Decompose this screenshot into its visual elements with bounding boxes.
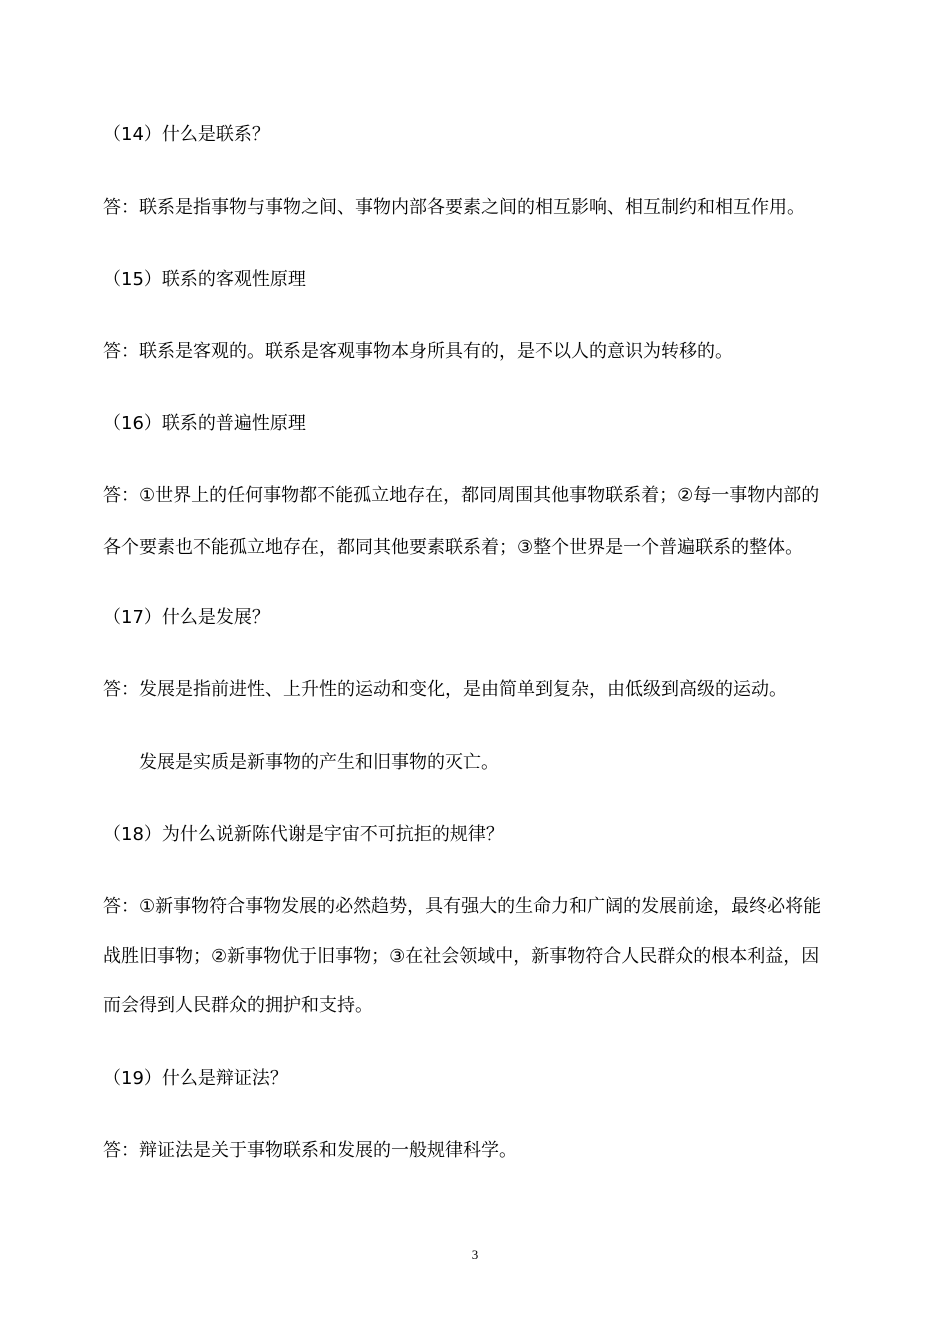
answer-19: 答：辩证法是关于事物联系和发展的一般规律科学。 [103, 1140, 517, 1161]
answer-15: 答：联系是客观的。联系是客观事物本身所具有的，是不以人的意识为转移的。 [103, 341, 733, 362]
answer-14: 答：联系是指事物与事物之间、事物内部各要素之间的相互影响、相互制约和相互作用。 [103, 197, 805, 218]
answer-18-line-3: 而会得到人民群众的拥护和支持。 [103, 995, 373, 1016]
question-19: （19）什么是辩证法？ [103, 1068, 288, 1089]
question-18: （18）为什么说新陈代谢是宇宙不可抗拒的规律？ [103, 824, 504, 845]
answer-16-line-1: 答：①世界上的任何事物都不能孤立地存在，都同周围其他事物联系着；②每一事物内部的 [103, 485, 820, 506]
question-14: （14）什么是联系？ [103, 124, 270, 145]
answer-17-line-2: 发展是实质是新事物的产生和旧事物的灭亡。 [139, 752, 499, 773]
answer-18-line-1: 答：①新事物符合事物发展的必然趋势，具有强大的生命力和广阔的发展前途，最终必将能 [103, 896, 822, 917]
question-15: （15）联系的客观性原理 [103, 269, 306, 290]
question-17: （17）什么是发展？ [103, 607, 270, 628]
question-16: （16）联系的普遍性原理 [103, 413, 306, 434]
answer-18-line-2: 战胜旧事物；②新事物优于旧事物；③在社会领域中，新事物符合人民群众的根本利益，因 [103, 946, 820, 967]
answer-17-line-1: 答：发展是指前进性、上升性的运动和变化，是由简单到复杂，由低级到高级的运动。 [103, 679, 787, 700]
page-number: 3 [471, 1247, 479, 1262]
answer-16-line-2: 各个要素也不能孤立地存在，都同其他要素联系着；③整个世界是一个普遍联系的整体。 [103, 537, 804, 558]
